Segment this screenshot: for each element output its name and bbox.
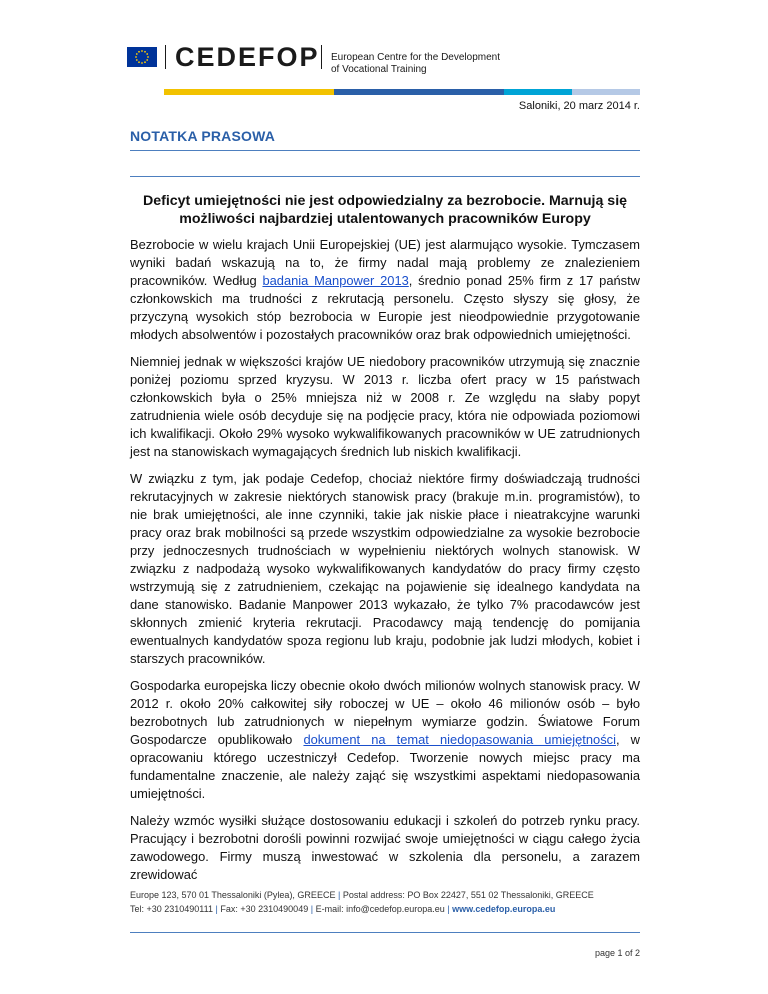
- headline-line: możliwości najbardziej utalentowanych pracowników Europy: [179, 211, 591, 227]
- skills-mismatch-document-link[interactable]: dokument na temat niedopasowania umiejętności: [303, 732, 616, 747]
- header-color-stripe: [164, 89, 640, 95]
- stripe-segment: [334, 89, 504, 95]
- stripe-segment: [164, 89, 334, 95]
- separator: |: [310, 904, 314, 914]
- email-address[interactable]: E-mail: info@cedefop.europa.eu: [315, 904, 445, 914]
- eu-flag-icon: [127, 47, 157, 67]
- footer-contact: [130, 888, 640, 916]
- separator: |: [337, 890, 341, 900]
- press-release-title: NOTATKA PRASOWA: [130, 128, 276, 144]
- paragraph: [130, 236, 640, 344]
- organization-tagline: [331, 52, 531, 76]
- website-link[interactable]: www.cedefop.europa.eu: [452, 904, 556, 914]
- fax: Fax: +30 2310490049: [220, 904, 309, 914]
- paragraph-text: , w opracowaniu którego uczestniczył Cedefop. Tworzenie nowych miejsc pracy ma fundamentalne znaczenie, ale należy zająć się wszystkimi aspektami niedopasowania umiejętności.: [130, 732, 640, 801]
- divider-line: [130, 150, 640, 151]
- cedefop-logo: CEDEFOP: [175, 42, 320, 72]
- stripe-segment: [572, 89, 640, 95]
- paragraph: Należy wzmóc wysiłki służące dostosowaniu edukacji i szkoleń do potrzeb rynku pracy. Pracujący i bezrobotni dorośli powinni rozwijać swoje umiejętności w ciągu całego życia zawodowego. Firmy muszą inwestować w szkolenia dla personelu, a zarazem zrewidować: [130, 813, 640, 882]
- footer-contact-line: [130, 902, 640, 916]
- release-date: Saloniki, 20 marz 2014 r.: [518, 100, 640, 112]
- paragraph: Niemniej jednak w większości krajów UE niedobory pracowników utrzymują się znacznie poniżej poziomu sprzed kryzysu. W 2013 r. liczba ofert pracy w 15 państwach członkowskich była o 25% mniejsza niż w 2008 r. Ze względu na słaby popyt zatrudnienia wiele osób decyduje się na podjęcie pracy, która nie odpowiada poziomowi ich kwalifikacji. Około 29% wysoko wykwalifikowanych pracowników w UE zatrudnionych jest na stanowiskach wymagających średnich lub niskich kwalifikacji.: [130, 354, 640, 459]
- footer-divider-line: [130, 932, 640, 933]
- telephone: Tel: +30 2310490111: [130, 904, 213, 914]
- stripe-segment: [504, 89, 572, 95]
- logo-divider: [321, 45, 322, 69]
- paragraph-text: Bezrobocie w wielu krajach Unii Europejskiej (UE) jest alarmująco wysokie. Tymczasem wyniki badań wskazują na to, że firmy nadal mają problemy ze znalezieniem pracowników. Według: [130, 237, 640, 288]
- street-address: Europe 123, 570 01 Thessaloniki (Pylea), GREECE: [130, 890, 336, 900]
- page-number: page 1 of 2: [594, 948, 640, 958]
- manpower-survey-link[interactable]: badania Manpower 2013: [262, 273, 409, 288]
- divider-line: [130, 176, 640, 177]
- logo-divider: [165, 45, 166, 69]
- paragraph: [130, 677, 640, 803]
- headline: [130, 192, 640, 228]
- footer-address-line: [130, 888, 640, 902]
- tagline-line: European Centre for the Development: [331, 52, 500, 63]
- paragraph: W związku z tym, jak podaje Cedefop, chociaż niektóre firmy doświadczają trudności rekrutacyjnych w zakresie niektórych stanowisk pracy (brakuje m.in. programistów), to nie brak umiejętności, ale inne czynniki, takie jak niskie płace i nieatrakcyjne warunki pracy oraz brak mobilności są przede wszystkim odpowiedzialne za wysokie bezrobocie przy jednoczesnych trudnościach w wypełnieniu niektórych wolnych stanowisk. W związku z nadpodażą wysoko wykwalifikowanych kandydatów do pracy firmy często wstrzymują się z zatrudnieniem, czekając na pojawienie się idealnego kandydata na dane stanowisko. Badanie Manpower 2013 wykazało, że tylko 7% pracodawców jest skłonnych zmienić kryteria rekrutacji. Pracodawcy mają tendencję do pomijania ewentualnych kandydatów spoza regionu lub kraju, podobnie jak ludzi młodych, kobiet i starszych pracowników.: [130, 471, 640, 666]
- headline-line: Deficyt umiejętności nie jest odpowiedzialny za bezrobocie. Marnują się: [142, 193, 628, 209]
- paragraph-text: Gospodarka europejska liczy obecnie około dwóch milionów wolnych stanowisk pracy. W 2012 r. około 20% całkowitej siły roboczej w UE – około 46 milionów osób – było bezrobotnych lub zatrudnionych w niepełnym wymiarze godzin. Światowe Forum Gospodarcze opublikowało: [130, 678, 640, 747]
- postal-address: Postal address: PO Box 22427, 551 02 Thessaloniki, GREECE: [342, 890, 594, 900]
- separator: |: [447, 904, 450, 914]
- paragraph-text: , średnio ponad 25% firm z 17 państw członkowskich ma trudności z rekrutacją personelu. Często słyszy się głosy, że przyczyną wysokich stóp bezrobocia w Europie jest nieodpowiednie przygotowanie młodych absolwentów i pozostałych pracowników oraz brak odpowiednich umiejętności.: [130, 273, 640, 342]
- separator: |: [215, 904, 218, 914]
- article-body: [130, 236, 640, 893]
- tagline-line: of Vocational Training: [331, 64, 427, 75]
